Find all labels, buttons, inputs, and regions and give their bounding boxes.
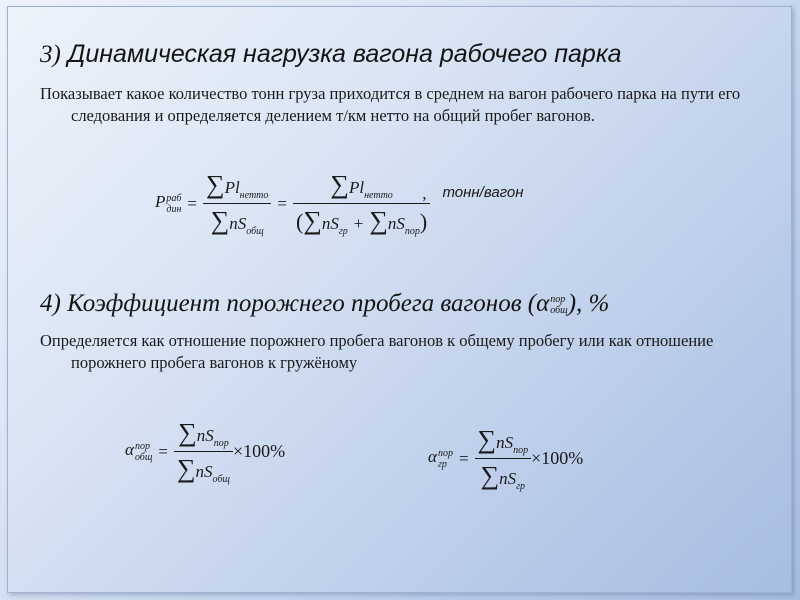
formula2-times100: ×100% [232, 441, 286, 461]
formula1-equals-1: = [187, 193, 198, 213]
section4-title-prefix: 4) Коэффициент порожнего пробега вагонов ( [40, 290, 537, 317]
section4-title-suffix: ), % [567, 290, 610, 317]
section3-description: Показывает какое количество тонн груза приходится в среднем на вагон рабочего парка на пути его следования и определяется делением т/км нетто на общий пробег вагонов. [40, 84, 741, 125]
section4-description: Определяется как отношение порожнего пробега вагонов к общему пробегу или как отношение порожнего пробега вагонов к гружёному [40, 331, 714, 372]
formula3-fraction: $\frac{\sum nS_{пор}}{\sum nS_{гр}}$ [475, 425, 532, 492]
formula2-fraction: $\frac{\sum nS_{пор}}{\sum nS_{общ}}$ [174, 418, 233, 485]
section4-heading [40, 290, 609, 318]
formula-dynamic-load [155, 170, 524, 237]
section3-heading [40, 40, 622, 69]
formula1-unit: тонн/вагон [442, 184, 524, 201]
section3-title: Динамическая нагрузка вагона рабочего парка [67, 40, 622, 68]
formula3-times100: ×100% [531, 448, 584, 468]
formula-empty-run-total: α пор общ = $\frac{\sum nS_{пор}}{\sum nS_{общ}}$ ×100% [125, 418, 286, 485]
formula-empty-run-loaded: α пор гр = $\frac{\sum nS_{пор}}{\sum nS_{гр}}$ ×100% [428, 425, 584, 492]
formula1-fraction-2: $\frac{\sum Pl_{нетто}}{(\sum nS_{гр} + \sum nS_{пор})}$ [293, 170, 430, 237]
section4-alpha-symbol: α пор общ [536, 290, 568, 317]
formula1-comma: , [422, 183, 427, 203]
formula1-lhs: P раб дин [155, 192, 182, 215]
formula1-equals-2: = [277, 193, 287, 213]
formula1-fraction-1: $\frac{\sum Pl_{нетто}}{\sum nS_{общ}}$ [203, 170, 271, 237]
section3-number: 3) [40, 41, 61, 68]
